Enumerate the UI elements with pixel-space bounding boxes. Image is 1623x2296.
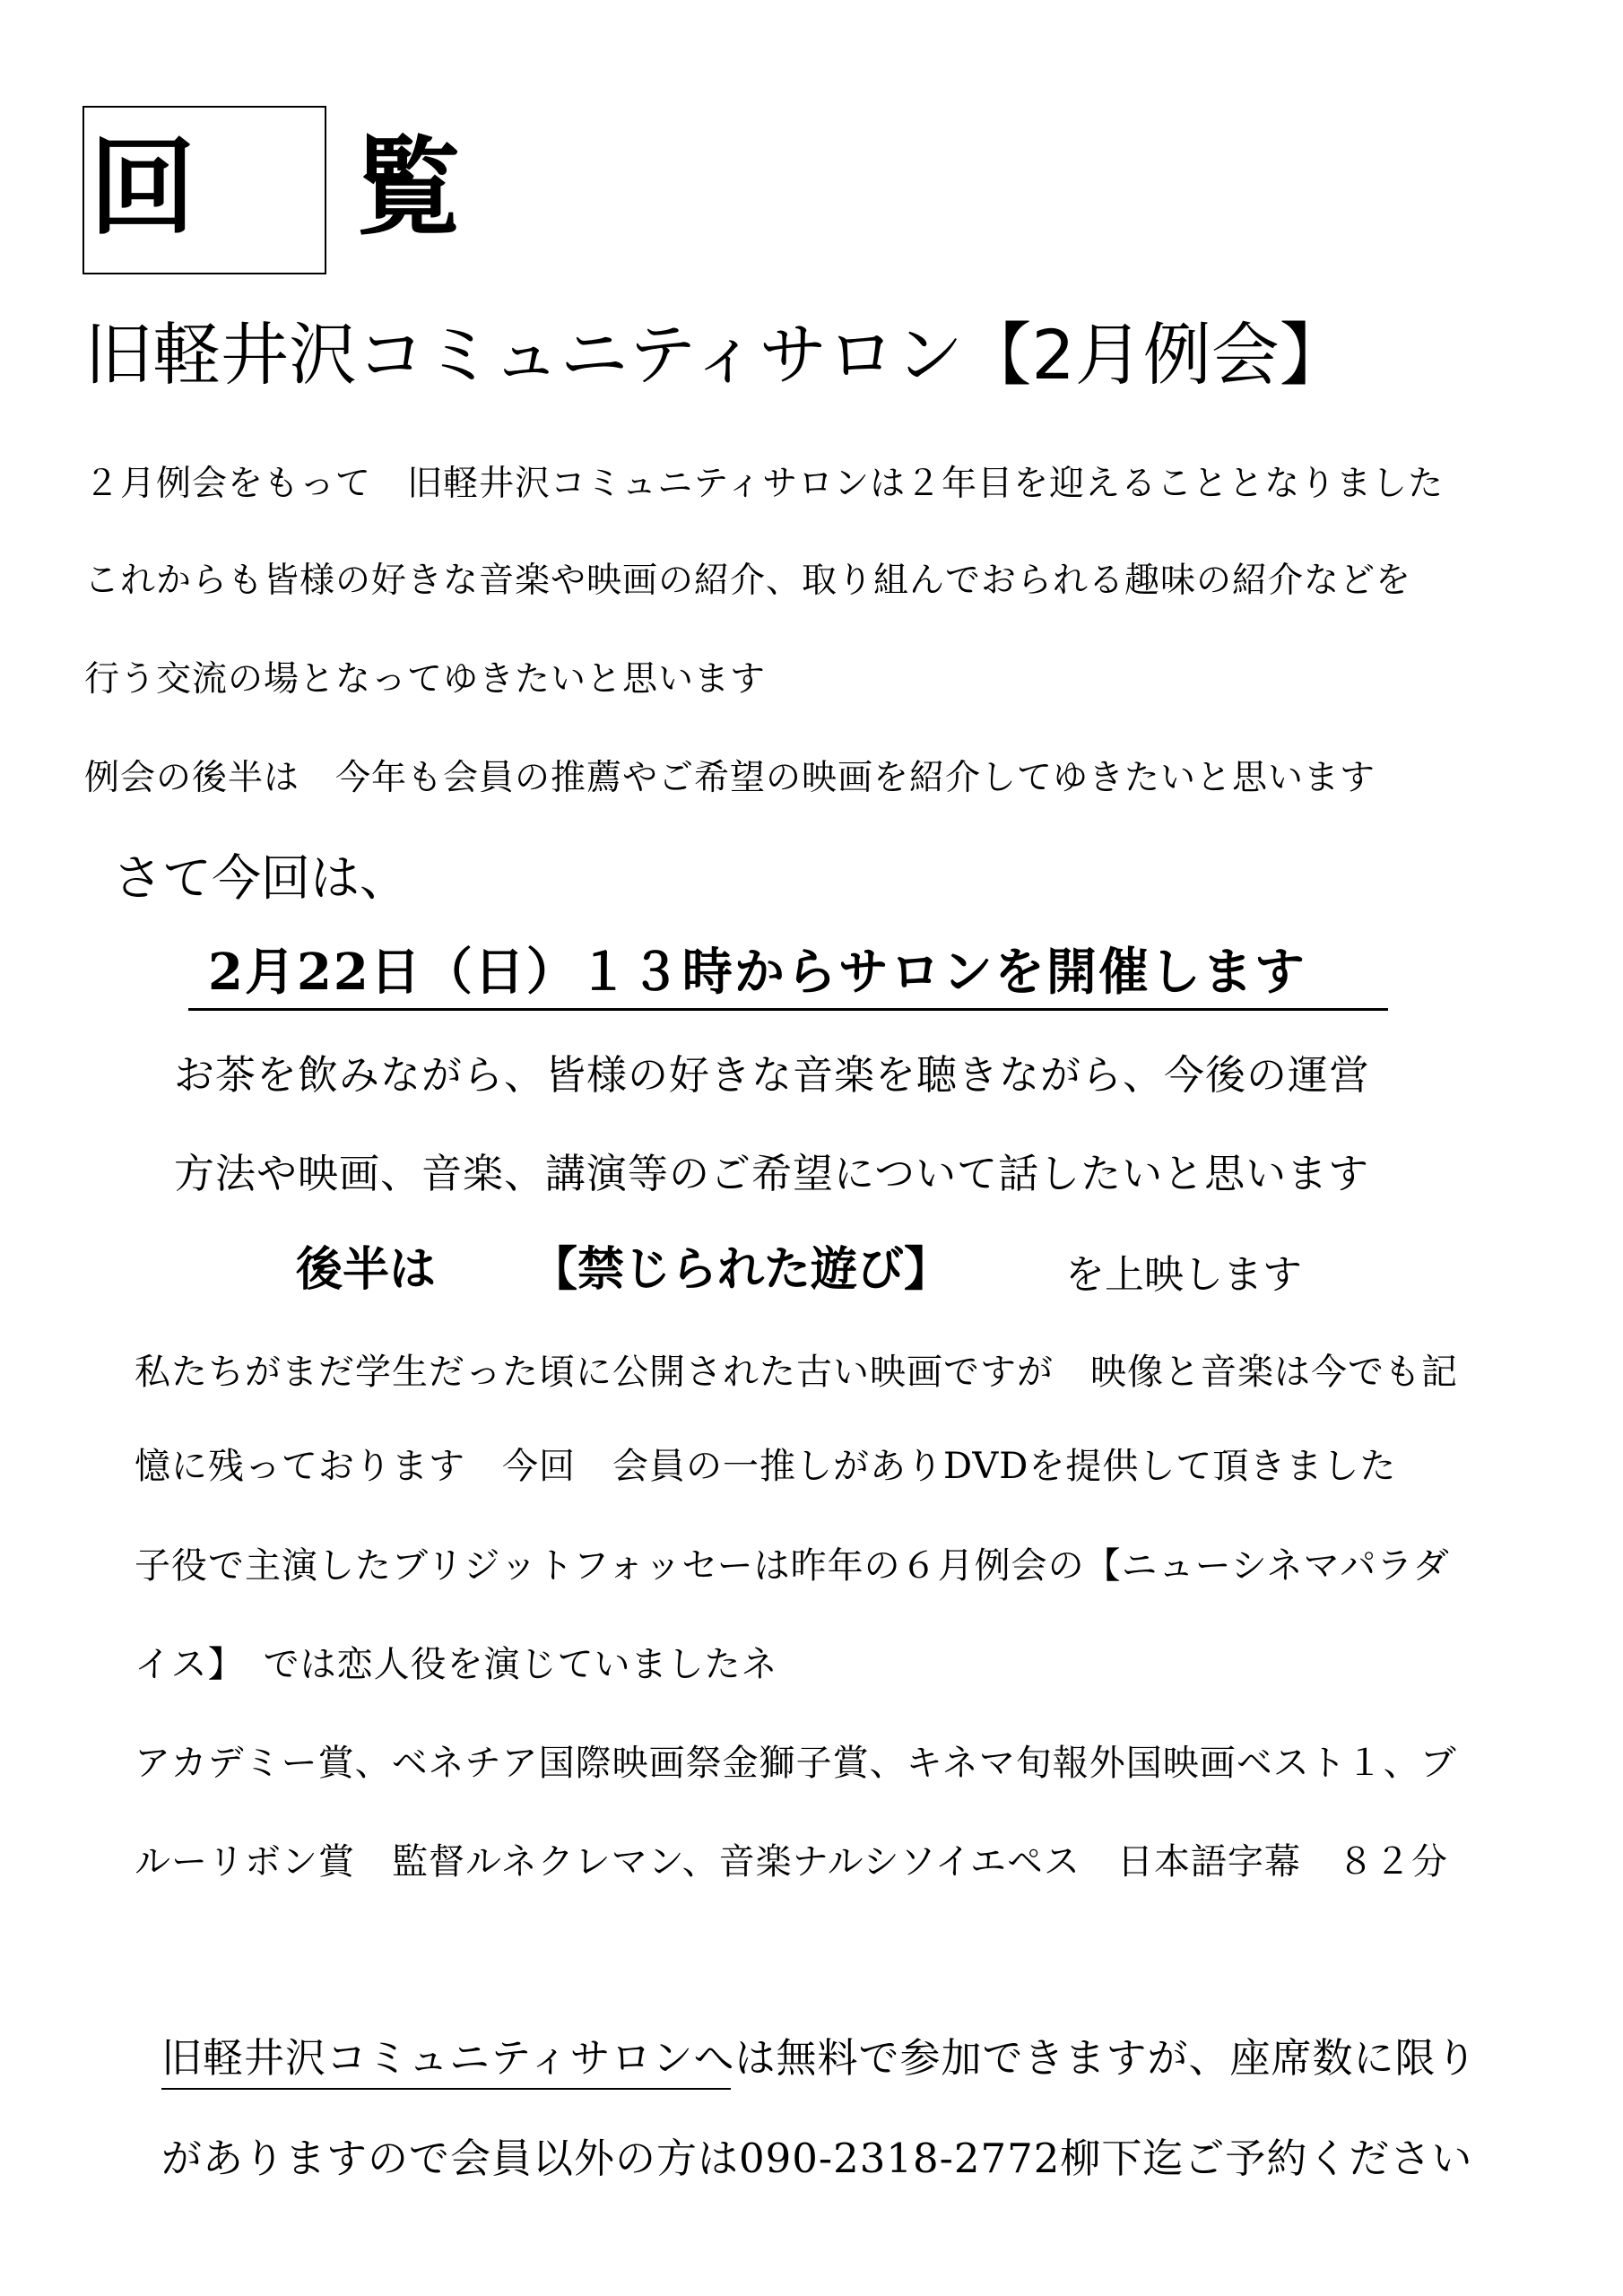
document-title: 旧軽井沢コミュニティサロン【2月例会】 bbox=[84, 315, 1348, 395]
film-suffix: を上映します bbox=[1065, 1252, 1302, 1298]
intro-line-4: 例会の後半は 今年も会員の推薦やご希望の映画を紹介してゆきたいと思います bbox=[84, 758, 1376, 798]
body-line-3: 子役で主演したブリジットフォッセーは昨年の６月例会の【ニューシネマパラダ bbox=[135, 1545, 1450, 1587]
body-line-6: ルーリボン賞 監督ルネクレマン、音楽ナルシソイエペス 日本語字幕 ８２分 bbox=[135, 1841, 1448, 1883]
description-line-2: 方法や映画、音楽、講演等のご希望について話したいと思います bbox=[174, 1150, 1370, 1197]
footer-underline bbox=[161, 2088, 731, 2090]
body-line-1: 私たちがまだ学生だった頃に公開された古い映画ですが 映像と音楽は今でも記 bbox=[135, 1352, 1458, 1393]
footer-line-2: がありますので会員以外の方は090-2318-2772柳下迄ご予約ください bbox=[161, 2135, 1473, 2182]
intro-line-1: ２月例会をもって 旧軽井沢コミュニティサロンは２年目を迎えることとなりました bbox=[84, 464, 1445, 504]
lead-text: さて今回は、 bbox=[113, 849, 410, 907]
intro-line-3: 行う交流の場となってゆきたいと思います bbox=[84, 659, 767, 700]
body-line-4: イス】 では恋人役を演じていましたネ bbox=[135, 1644, 778, 1685]
body-line-5: アカデミー賞、ベネチア国際映画祭金獅子賞、キネマ旬報外国映画ベスト１、ブ bbox=[135, 1743, 1457, 1784]
body-line-2: 憶に残っております 今回 会員の一推しがありDVDを提供して頂きました bbox=[135, 1446, 1397, 1487]
circulation-stamp-label: 回 覧 bbox=[90, 126, 489, 249]
event-date-underline bbox=[188, 1008, 1388, 1011]
film-prefix: 後半は bbox=[296, 1243, 437, 1297]
description-line-1: お茶を飲みながら、皆様の好きな音楽を聴きながら、今後の運営 bbox=[174, 1051, 1371, 1099]
event-date: 2月22日（日）１３時からサロンを開催します bbox=[208, 943, 1306, 1002]
film-title: 【禁じられた遊び】 bbox=[531, 1243, 951, 1297]
intro-line-2: これからも皆様の好きな音楽や映画の紹介、取り組んでおられる趣味の紹介などを bbox=[84, 561, 1412, 601]
footer-line-1: 旧軽井沢コミュニティサロンへは無料で参加できますが、座席数に限り bbox=[161, 2034, 1478, 2082]
